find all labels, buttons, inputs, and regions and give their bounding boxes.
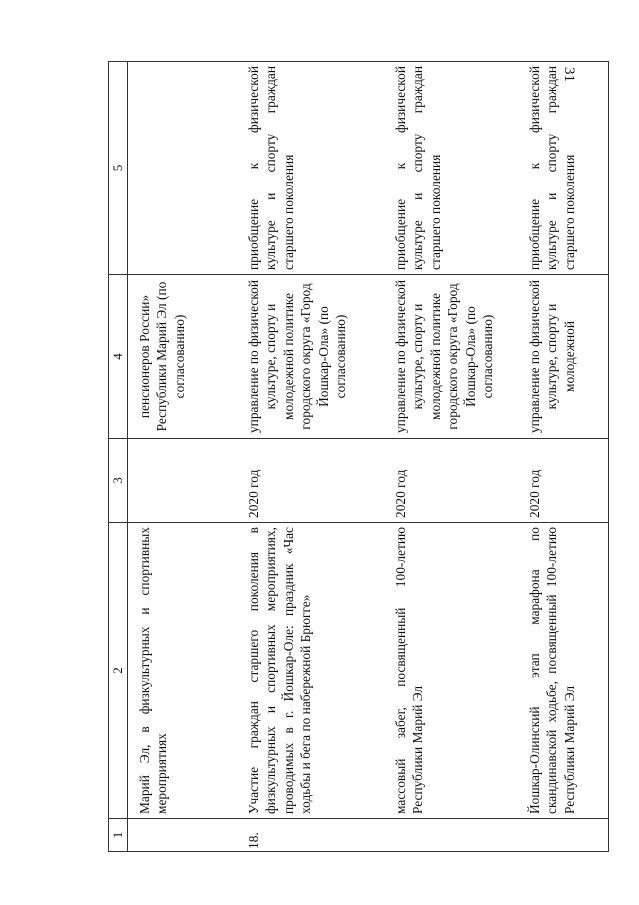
date-cell: 2020 год [237,439,384,523]
table-row [518,62,609,852]
result-cell: приобщение к физической культуре и спорту граждан старшего поколения [518,62,609,275]
result-cell [127,62,237,275]
executor-cell: управление по физической культуре, спорту и молодежной политике городского округа «Город Йошкар-Ола» (по согласованию) [237,275,384,439]
result-cell: приобщение к физической культуре и спорту граждан старшего поколения [237,62,384,275]
result-cell: приобщение к физической культуре и спорту граждан старшего поколения [384,62,518,275]
table-row [384,62,518,852]
date-cell: 2020 год [518,439,609,523]
column-header-5: 5 [109,62,128,275]
column-header-4: 4 [109,275,128,439]
table-row [237,62,384,852]
executor-cell: управление по физической культуре, спорту и молодежной политике городского округа «Город Йошкар-Ола» (по согласованию) [384,275,518,439]
table-row [127,62,237,852]
column-header-1: 1 [109,819,128,852]
events-table [108,61,609,852]
date-cell [127,439,237,523]
column-header-2: 2 [109,523,128,819]
event-cell: Участие граждан старшего поколения в физкультурных и спортивных мероприятиях, проводимых в г. Йошкар-Оле: праздник «Час ходьбы и бега по набережной Брюгге» [237,523,384,819]
page-number: 31 [561,67,577,82]
header-row [109,62,128,852]
row-number [127,819,237,852]
row-number [384,819,518,852]
column-header-3: 3 [109,439,128,523]
row-number: 18. [237,819,384,852]
event-cell: Йошкар-Олинский этап марафона по скандинавской ходьбе, посвященный 100-летию Республики Марий Эл [518,523,609,819]
executor-cell: пенсионеров России» Республики Марий Эл (по согласованию) [127,275,237,439]
row-number [518,819,609,852]
event-cell: Марий Эл, в физкультурных и спортивных мероприятиях [127,523,237,819]
event-cell: массовый забег, посвященный 100-летию Республики Марий Эл [384,523,518,819]
executor-cell: управление по физической культуре, спорту и молодежной [518,275,609,439]
date-cell: 2020 год [384,439,518,523]
